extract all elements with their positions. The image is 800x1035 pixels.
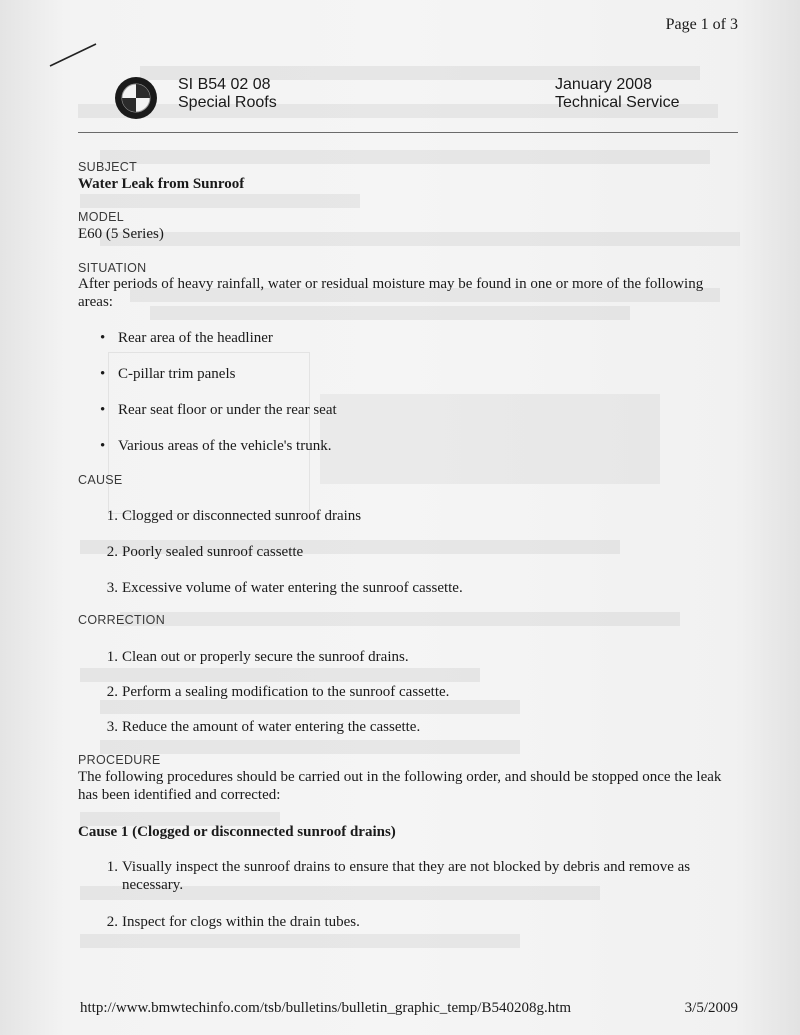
- page-number: Page 1 of 3: [665, 16, 738, 33]
- bulletin-date: January 2008: [555, 76, 652, 93]
- situation-text: After periods of heavy rainfall, water or residual moisture may be found in one or more of the following areas:: [78, 276, 704, 310]
- list-item: 2. Perform a sealing modification to the sunroof cassette.: [106, 684, 450, 700]
- model-text: E60 (5 Series): [78, 226, 164, 242]
- list-item: 1. Visually inspect the sunroof drains to ensure that they are not blocked by debris and remove as necessary.: [106, 859, 691, 893]
- list-item: 2. Inspect for clogs within the drain tubes.: [106, 914, 360, 930]
- procedure-text: The following procedures should be carried out in the following order, and should be stopped once the leak has been identified and corrected:: [78, 769, 722, 803]
- bulletin-id: SI B54 02 08: [178, 76, 271, 93]
- header-left: [178, 76, 277, 112]
- footer-date: 3/5/2009: [684, 1000, 738, 1016]
- situation-label: SITUATION: [78, 261, 147, 275]
- model-label: MODEL: [78, 210, 124, 224]
- subject-label: SUBJECT: [78, 160, 138, 174]
- list-item: • Rear area of the headliner: [100, 330, 273, 346]
- procedure-label: PROCEDURE: [78, 753, 161, 767]
- list-item: • Rear seat floor or under the rear seat: [100, 402, 337, 418]
- header-divider: [78, 132, 738, 133]
- correction-label: CORRECTION: [78, 613, 166, 627]
- bmw-logo-icon: [114, 76, 158, 120]
- list-item: 3. Excessive volume of water entering the sunroof cassette.: [106, 580, 463, 596]
- cause-label: CAUSE: [78, 473, 123, 487]
- list-item: 1. Clean out or properly secure the sunroof drains.: [106, 649, 409, 665]
- list-item: 2. Poorly sealed sunroof cassette: [106, 544, 304, 560]
- bulletin-department: Technical Service: [555, 94, 680, 111]
- list-item: • C-pillar trim panels: [100, 366, 236, 382]
- list-item: 3. Reduce the amount of water entering the cassette.: [106, 719, 421, 735]
- list-item: 1. Clogged or disconnected sunroof drains: [106, 508, 362, 524]
- footer-url: http://www.bmwtechinfo.com/tsb/bulletins/bulletin_graphic_temp/B540208g.htm: [80, 1000, 572, 1016]
- list-item: • Various areas of the vehicle's trunk.: [100, 438, 332, 454]
- cause1-heading: Cause 1 (Clogged or disconnected sunroof drains): [78, 824, 396, 840]
- header-right: [555, 76, 680, 112]
- bulletin-category: Special Roofs: [178, 94, 277, 111]
- pen-mark: [48, 40, 100, 70]
- subject-text: Water Leak from Sunroof: [78, 176, 245, 192]
